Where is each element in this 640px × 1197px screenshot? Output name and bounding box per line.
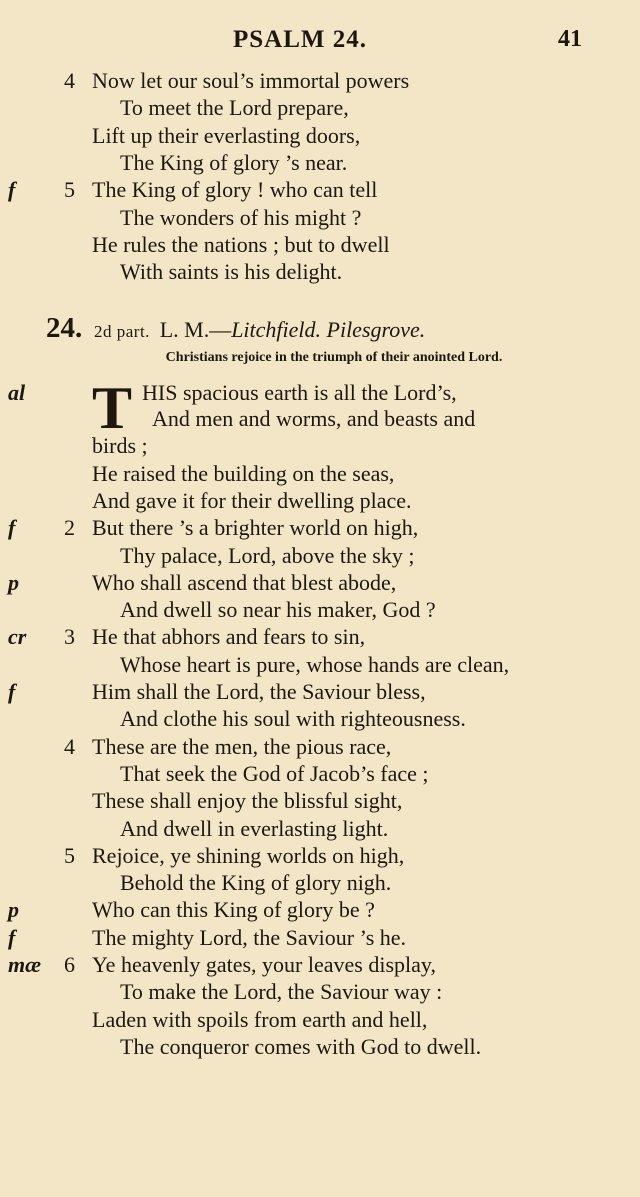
verse-number: 5 xyxy=(64,842,75,868)
verse-text: These are the men, the pious race, xyxy=(92,733,392,759)
verse-text: To meet the Lord prepare, xyxy=(120,95,349,121)
dynamic-mark: mæ xyxy=(8,952,41,977)
verse-line xyxy=(0,652,640,680)
dynamic-mark: p xyxy=(8,569,19,595)
verse-text: And dwell in everlasting light. xyxy=(120,815,389,841)
drop-cap: T xyxy=(92,375,133,441)
verse-text: Lift up their everlasting doors, xyxy=(92,122,361,148)
section-subtitle: Christians rejoice in the triumph of their anointed Lord. xyxy=(165,350,503,365)
section-number: 24. xyxy=(46,312,83,344)
verse-text: With saints is his delight. xyxy=(120,259,343,285)
verse-text: But there ’s a brighter world on high, xyxy=(92,515,419,541)
verse-line xyxy=(0,843,640,871)
verse-line xyxy=(0,259,640,287)
verse-text: These shall enjoy the blissful sight, xyxy=(92,788,403,814)
verse-number: 3 xyxy=(64,624,75,650)
verse-text: He rules the nations ; but to dwell xyxy=(92,231,390,257)
verse-text: Rejoice, ye shining worlds on high, xyxy=(92,842,405,868)
page-header xyxy=(0,26,640,58)
verse-line xyxy=(0,406,640,434)
first-line-text: HIS spacious earth is all the Lord’s, xyxy=(142,380,457,405)
page-title: PSALM 24. xyxy=(233,26,367,53)
verse-text: The King of glory ! who can tell xyxy=(92,177,378,203)
verse-line xyxy=(0,543,640,571)
verse-text: To make the Lord, the Saviour way : xyxy=(120,979,443,1005)
verse-number: 6 xyxy=(64,952,75,977)
verse-line xyxy=(0,706,640,734)
dynamic-mark: f xyxy=(8,515,16,541)
verse-line xyxy=(0,1007,640,1035)
verse-line xyxy=(0,734,640,762)
verse-text: The conqueror comes with God to dwell. xyxy=(120,1033,482,1059)
verse-text: He raised the building on the seas, xyxy=(92,460,395,486)
verse-text: Behold the King of glory nigh. xyxy=(120,870,392,896)
verse-line xyxy=(0,570,640,598)
verse-line xyxy=(0,123,640,151)
section-part: 2d part. xyxy=(94,322,150,341)
verse-text: And clothe his soul with righteousness. xyxy=(120,706,466,732)
verse-number: 2 xyxy=(64,515,75,541)
verse-line xyxy=(0,870,640,898)
section-tunes: Litchfield. Pilesgrove. xyxy=(231,317,426,342)
verse-text: That seek the God of Jacob’s face ; xyxy=(120,760,429,786)
verse-text: He that abhors and fears to sin, xyxy=(92,624,366,650)
verse-text: The King of glory ’s near. xyxy=(120,149,348,175)
verse-text: Laden with spoils from earth and hell, xyxy=(92,1006,428,1032)
verse-text: Who can this King of glory be ? xyxy=(92,897,375,923)
verse-number: 4 xyxy=(64,733,75,759)
verse-text: And gave it for their dwelling place. xyxy=(92,487,412,513)
dynamic-mark: al xyxy=(8,380,26,405)
verse-line xyxy=(0,461,640,489)
verse-text: The mighty Lord, the Saviour ’s he. xyxy=(92,924,407,950)
verse-line xyxy=(0,952,640,980)
verse-text: The wonders of his might ? xyxy=(120,204,362,230)
verse-text: And dwell so near his maker, God ? xyxy=(120,597,436,623)
verse-number: 5 xyxy=(64,177,75,203)
verse-line xyxy=(0,761,640,789)
verse-line xyxy=(0,816,640,844)
verse-line xyxy=(0,788,640,816)
verse-line xyxy=(0,979,640,1007)
verse-text: Whose heart is pure, whose hands are clean, xyxy=(120,651,510,677)
section-heading xyxy=(46,312,425,345)
verse-text: And men and worms, and beasts and xyxy=(152,406,476,431)
dynamic-mark: f xyxy=(8,679,16,704)
verse-line xyxy=(0,232,640,260)
verse-number: 4 xyxy=(64,68,75,93)
verse-text: Him shall the Lord, the Saviour bless, xyxy=(92,679,426,704)
verse-line xyxy=(0,488,640,516)
verse-line xyxy=(0,624,640,652)
verse-line xyxy=(0,515,640,543)
verse-line xyxy=(0,597,640,625)
verse-line xyxy=(0,95,640,123)
page-number: 41 xyxy=(558,26,582,52)
dynamic-mark: p xyxy=(8,897,19,923)
verse-line xyxy=(0,68,640,96)
verse-text: Who shall ascend that blest abode, xyxy=(92,569,397,595)
verse-line xyxy=(0,679,640,707)
verse-text: Now let our soul’s immortal powers xyxy=(92,68,410,93)
verse-line xyxy=(0,150,640,178)
dynamic-mark: cr xyxy=(8,624,27,650)
verse-text: birds ; xyxy=(92,433,148,459)
verse-line xyxy=(0,433,640,461)
section-meter: L. M.— xyxy=(159,317,232,342)
dynamic-mark: f xyxy=(8,177,16,203)
verse-line xyxy=(0,177,640,205)
dynamic-mark: f xyxy=(8,924,16,950)
verse-text: Thy palace, Lord, above the sky ; xyxy=(120,542,415,568)
verse-text: Ye heavenly gates, your leaves display, xyxy=(92,952,436,977)
verse-line xyxy=(0,925,640,953)
verse-line xyxy=(0,1034,640,1062)
verse-line xyxy=(0,897,640,925)
verse-line xyxy=(0,205,640,233)
